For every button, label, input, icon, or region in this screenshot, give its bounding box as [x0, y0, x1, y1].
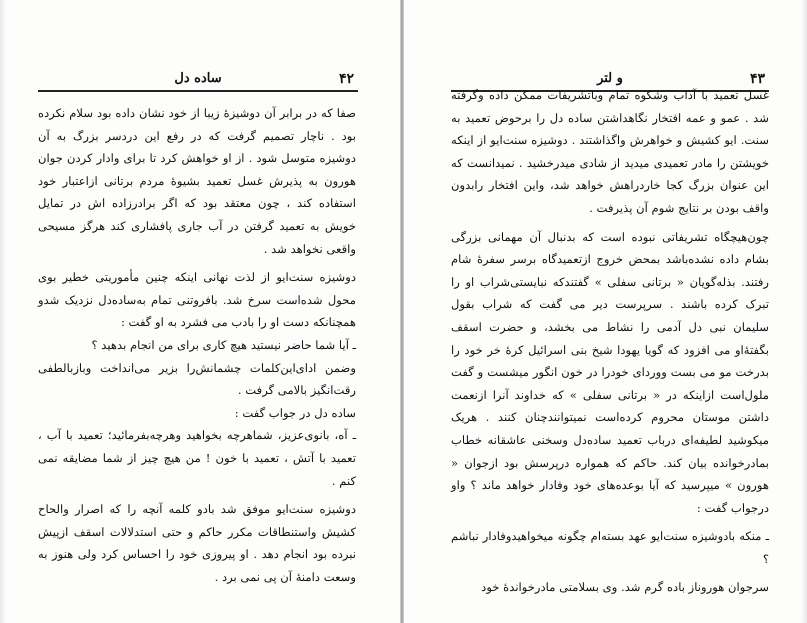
running-title: ساده دل [174, 71, 222, 86]
paragraph: دوشیزه سنت‌ایو موفق شد بادو کلمه آنچه را که اصرار والحاح کشیش واستنطاقات مکرر حاکم و حتی استدلالات اسقف ازپیش نبرده بود انجام دهد . او پیروزی خود را احساس کرد ولی هنوز به وسعت دامنهٔ آن پی نمی برد . [38, 502, 356, 584]
dialogue-line: ـ آیا شما حاضر نیستید هیچ کاری برای من انجام بدهید ؟ [91, 337, 356, 352]
left-page [0, 0, 400, 623]
page-body-text [451, 84, 769, 599]
right-page [404, 0, 807, 623]
page-edge-shadow [0, 0, 6, 623]
paragraph: ساده دل در جواب گفت : [234, 405, 356, 420]
page-number: ۴۳ [749, 71, 765, 87]
page-edge-shadow [801, 0, 807, 623]
paragraph: دوشیزه سنت‌ایو از لذت نهانی اینکه چنین مأموریتی خطیر بوی محول شده‌است سرخ شد. بافروتنی تمام به‌ساده‌دل نزدیک شدو همچنانکه دست او را بادب می فشرد به او گفت : [38, 270, 356, 330]
paragraph: وضمن ادای‌این‌کلمات چشمانش‌را بزیر می‌انداخت وبازبالطفی رقت‌انگیز بالامی گرفت . [38, 360, 356, 398]
dialogue-line: ـ آه، بانوی‌عزیز، شماهرچه بخواهید وهرچه‌بفرمائید؛ تعمید با آب ، تعمید با آتش ، تعمید با خون ! من هیچ چیز از شما مضایقه نمی کنم . [38, 428, 356, 488]
paragraph: سرجوان هوروناز باده گرم شد. وی بسلامتی مادرخواندهٔ خود [481, 580, 769, 595]
running-header [38, 72, 358, 92]
paragraph: غسل تعمید با آداب وشکوه تمام وباتشریفات ممکن داده وگرفته شد . عمو و عمه افتخار نگاهداشتن ساده دل را برحوض تعمید به سنت. ایو کشیش و خواهرش واگذاشتند . دوشیزه سنت‌ایو از اینکه خویشتن را مادر تعمیدی میدید از شادی میدرخشید . نمیدانست که این عنوان بزرگ کجا خاردراهش خواهد شد، واین افتخار رابدون واقف بودن بر نتایج شوم آن پذیرفت . [451, 88, 769, 215]
page-body-text [38, 102, 356, 588]
paragraph: چون‌هیچگاه تشریفاتی نبوده است که بدنبال آن مهمانی بزرگی بشام داده نشده‌باشد بمحض خروج ازتعمیدگاه برسر سفرهٔ شام رفتند. بذله‌گویان « برتانی سفلی » گفتندکه نبایستی‌شراب او را تبرک کرده باشند . سرپرست دیر می گفت که شراب بقول سلیمان نبی دل آدمی را نشاط می بخشد، و حضرت اسقف بگفته‌ٔاو می افزود که گویا یهودا شیخ بنی اسرائیل کرهٔ خر خود را بدرخت مو می بست ووردای خودرا در خون انگور میشست و گفت ملول‌است ازاینکه در « برتانی سفلی » که خداوند آنرا ازنعمت داشتن موستان محروم کرده‌است نمیتوانندچنان کنند . هریک میکوشید لطیفه‌ای درباب تعمید ساده‌دل وسخنی عاشقانه خطاب بمادرخوانده بیان کند. حاکم که همواره درپرسش بود ازجوان « هورون » میپرسید که آیا بوعده‌های خود وفادار خواهد ماند ؟ واو درجواب گفت : [451, 229, 769, 515]
paragraph: صفا که در برابر آن دوشیزهٔ زیبا از خود نشان داده بود سلام نکرده بود . ناچار تصمیم گرفت که در رفع این دردسر بزرگ به آن دوشیزه متوسل شود . از او خواهش کرد تا برای وادار کردن جوان هورون به پذیرش غسل تعمید بشیوهٔ مردم برتانی ازاعتبار خود استفاده کند ، چون معتقد بود که اگر برادرزاده اش در تمایل خویش به تعمید گرفتن در آب جاری پافشاری کند هرگز مسیحی واقعی نخواهد شد . [38, 106, 356, 256]
running-title: و لتر [597, 71, 623, 86]
page-number: ۴۲ [338, 71, 354, 87]
dialogue-line: ـ منکه بادوشیزه سنت‌ایو عهد بسته‌ام چگونه میخواهیدوفادار نباشم ؟ [451, 529, 769, 566]
